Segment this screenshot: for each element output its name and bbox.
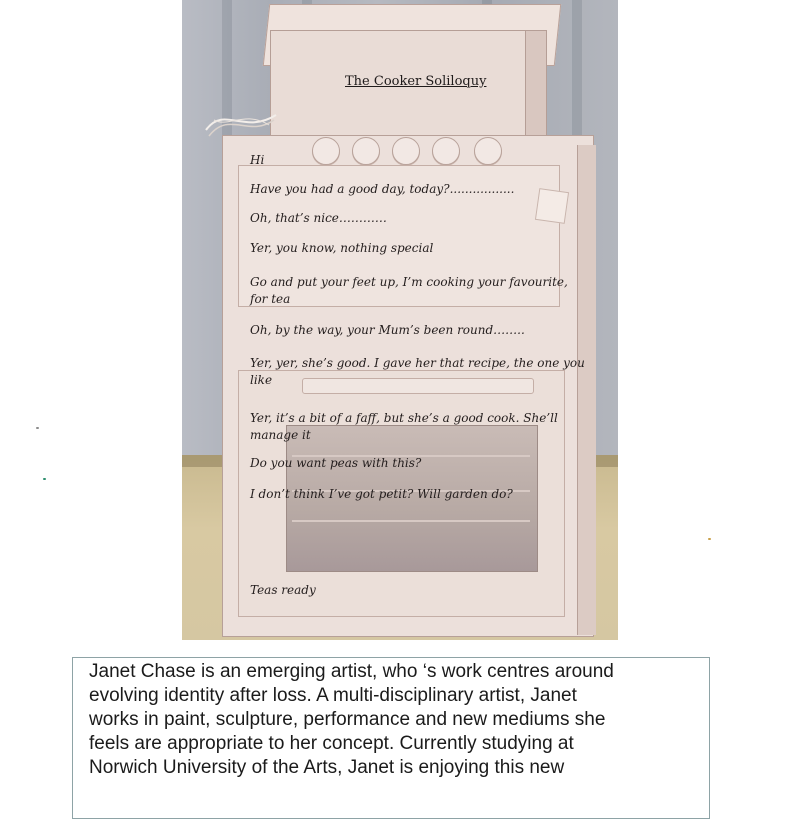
oven-rack (292, 520, 530, 522)
poem-line: Yer, you know, nothing special (250, 241, 434, 255)
poem-line: Oh, by the way, your Mum’s been round…….. (250, 323, 525, 337)
hob-box-side (525, 30, 547, 142)
poem-line: Have you had a good day, today?................. (250, 182, 515, 196)
scan-speck (43, 478, 46, 480)
poem-line: Do you want peas with this? (250, 456, 422, 470)
poem-line: Go and put your feet up, I’m cooking your favourite, (250, 275, 568, 289)
poem-line: Yer, it’s a bit of a faff, but she’s a good cook. She’ll (250, 411, 558, 425)
bio-line: works in paint, sculpture, performance and new mediums she (89, 709, 606, 730)
scan-speck (36, 427, 39, 429)
poem-line: Yer, yer, she’s good. I gave her that recipe, the one you (250, 356, 585, 370)
bio-line: feels are appropriate to her concept. Currently studying at (89, 733, 574, 754)
poem-line: manage it (250, 428, 311, 442)
cooker-sculpture-photo (182, 0, 618, 640)
artist-bio-box (72, 657, 710, 819)
string-decoration (204, 100, 279, 140)
bio-line: Norwich University of the Arts, Janet is enjoying this new (89, 757, 565, 778)
poem-line: Oh, that’s nice………… (250, 211, 387, 225)
poem-line: Teas ready (250, 583, 316, 597)
poem-line: I don’t think I’ve got petit? Will garden do? (250, 487, 513, 501)
bio-line: Janet Chase is an emerging artist, who ‘s work centres around (89, 661, 614, 682)
bio-line: evolving identity after loss. A multi-disciplinary artist, Janet (89, 685, 577, 706)
poem-title: The Cooker Soliloquy (345, 74, 487, 89)
artist-bio-text (73, 658, 709, 780)
poem-line: like (250, 373, 273, 387)
poem-line: Hi (250, 153, 265, 167)
scan-speck (708, 538, 711, 540)
poem-line: for tea (250, 292, 291, 306)
